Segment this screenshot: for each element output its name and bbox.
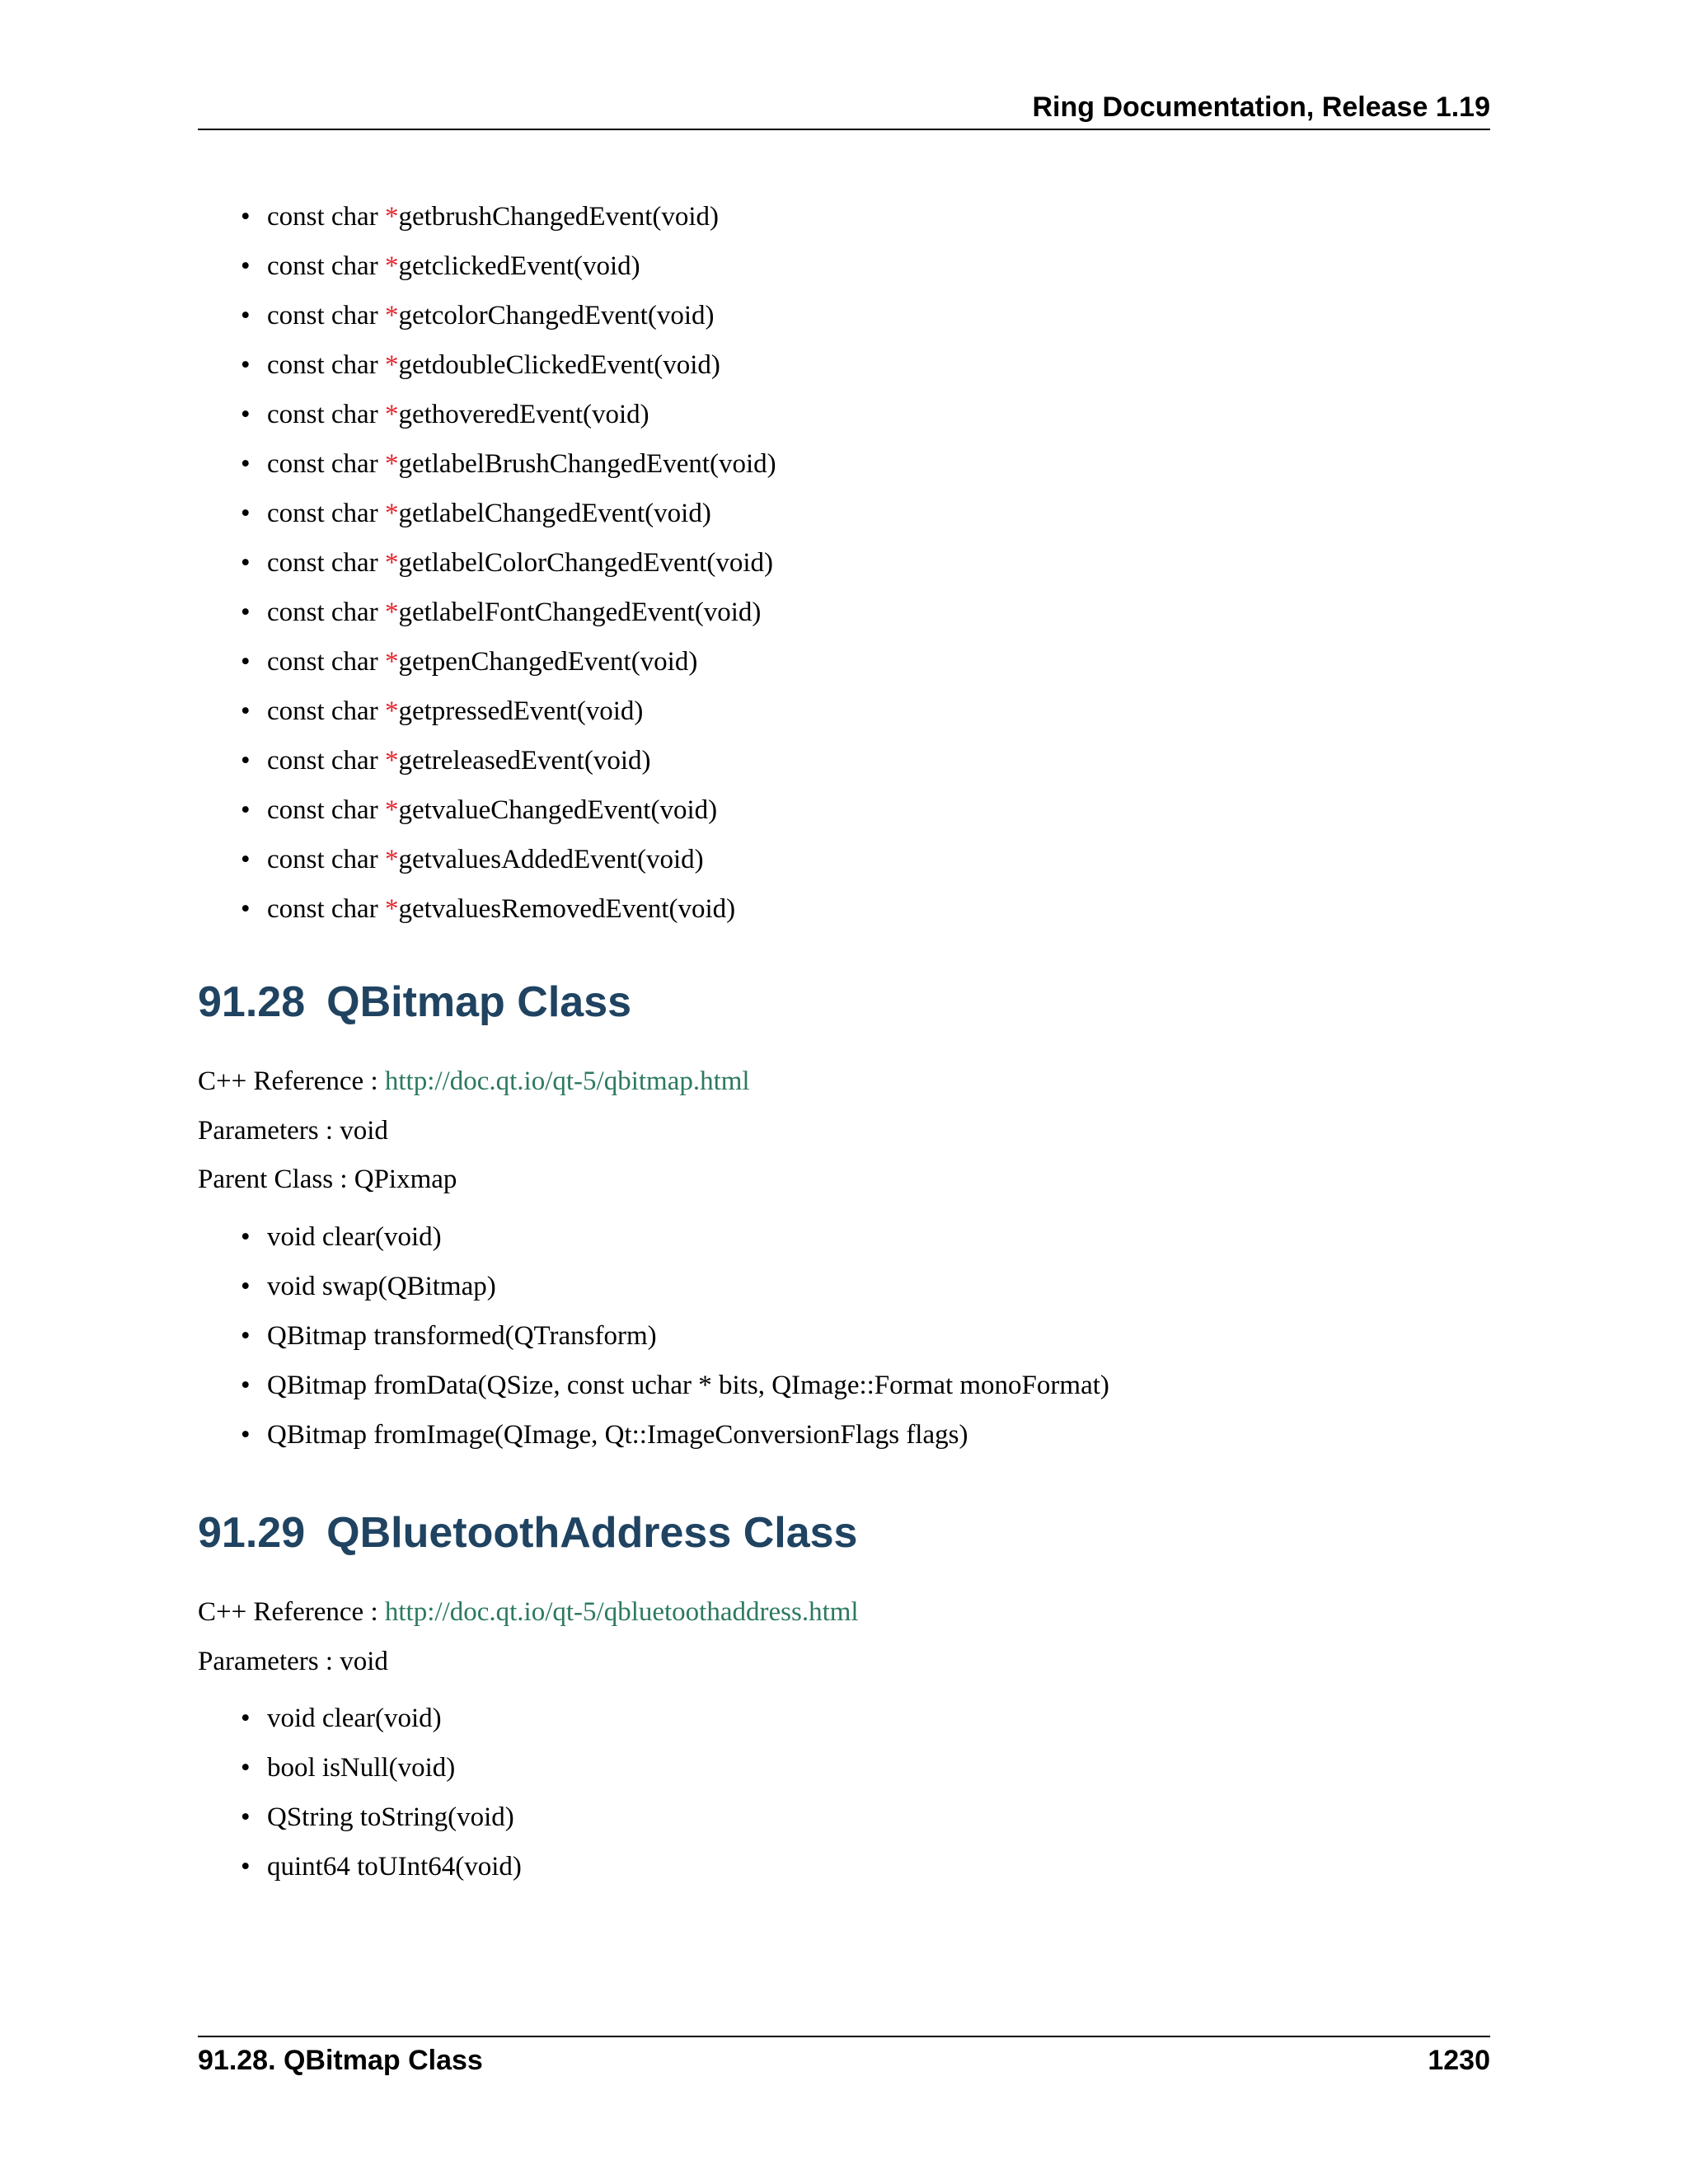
page-footer xyxy=(198,2036,1490,2087)
bullet: • xyxy=(241,251,251,281)
section-title-text: QBitmap Class xyxy=(326,978,632,1026)
method-signature: getlabelFontChangedEvent(void) xyxy=(398,598,762,627)
parent-class-qbitmap: Parent Class : QPixmap xyxy=(198,1165,457,1194)
list-item xyxy=(241,1417,1477,1466)
return-type: const char xyxy=(267,350,385,380)
bullet: • xyxy=(241,1704,251,1733)
return-type: const char xyxy=(267,301,385,330)
bullet: • xyxy=(241,1852,251,1882)
method-signature: getvaluesAddedEvent(void) xyxy=(398,845,704,874)
return-type: const char xyxy=(267,845,385,874)
return-type: const char xyxy=(267,548,385,578)
bullet: • xyxy=(241,1753,251,1783)
pointer-star: * xyxy=(384,894,399,924)
method-signature: QBitmap fromData(QSize, const uchar * bits, QImage::Format monoFormat) xyxy=(267,1371,1109,1400)
reference-label: C++ Reference : xyxy=(198,1597,385,1627)
pointer-star: * xyxy=(384,301,399,330)
section-heading-qbluetoothaddress xyxy=(198,1508,857,1558)
list-item xyxy=(241,594,1477,644)
method-signature: getdoubleClickedEvent(void) xyxy=(398,350,720,380)
bullet: • xyxy=(241,499,251,528)
bullet: • xyxy=(241,350,251,380)
pointer-star: * xyxy=(384,400,399,429)
list-item xyxy=(241,545,1477,594)
return-type: const char xyxy=(267,400,385,429)
pointer-star: * xyxy=(384,350,399,380)
list-item xyxy=(241,495,1477,545)
pointer-star: * xyxy=(384,598,399,627)
footer-section: 91.28. QBitmap Class xyxy=(198,2045,483,2076)
list-item xyxy=(241,1219,1477,1268)
method-signature: getvalueChangedEvent(void) xyxy=(398,795,718,825)
method-signature: void swap(QBitmap) xyxy=(267,1272,496,1301)
method-signature: getlabelChangedEvent(void) xyxy=(398,499,711,528)
pointer-star: * xyxy=(384,251,399,281)
section-title-text: QBluetoothAddress Class xyxy=(326,1509,858,1557)
return-type: const char xyxy=(267,499,385,528)
list-item xyxy=(241,1268,1477,1318)
bullet: • xyxy=(241,696,251,726)
bullet: • xyxy=(241,1371,251,1400)
method-signature: void clear(void) xyxy=(267,1704,442,1733)
bullet: • xyxy=(241,1321,251,1351)
method-signature: void clear(void) xyxy=(267,1222,442,1252)
list-item xyxy=(241,446,1477,495)
list-item xyxy=(241,1799,1477,1849)
pointer-star: * xyxy=(384,746,399,776)
bullet: • xyxy=(241,647,251,677)
method-signature: QBitmap fromImage(QImage, Qt::ImageConversionFlags flags) xyxy=(267,1420,968,1450)
bullet: • xyxy=(241,1802,251,1832)
section-number: 91.28 xyxy=(198,978,306,1026)
method-signature: getlabelColorChangedEvent(void) xyxy=(398,548,773,578)
method-signature: getbrushChangedEvent(void) xyxy=(398,202,720,232)
bullet: • xyxy=(241,598,251,627)
list-item xyxy=(241,891,1477,940)
return-type: const char xyxy=(267,696,385,726)
pointer-star: * xyxy=(384,845,399,874)
list-item xyxy=(241,841,1477,891)
qbluetoothaddress-method-list xyxy=(241,1700,1477,1898)
bullet: • xyxy=(241,845,251,874)
qbitmap-method-list xyxy=(241,1219,1477,1466)
list-item xyxy=(241,1849,1477,1898)
reference-link[interactable]: http://doc.qt.io/qt-5/qbitmap.html xyxy=(384,1066,750,1096)
pointer-star: * xyxy=(384,795,399,825)
return-type: const char xyxy=(267,746,385,776)
list-item xyxy=(241,693,1477,743)
list-item xyxy=(241,1367,1477,1417)
cpp-reference-qbluetoothaddress xyxy=(198,1596,859,1629)
event-method-list xyxy=(241,199,1477,940)
list-item xyxy=(241,298,1477,347)
pointer-star: * xyxy=(384,499,399,528)
list-item xyxy=(241,199,1477,248)
method-signature: getpenChangedEvent(void) xyxy=(398,647,698,677)
bullet: • xyxy=(241,202,251,232)
pointer-star: * xyxy=(384,449,399,479)
method-signature: getreleasedEvent(void) xyxy=(398,746,651,776)
return-type: const char xyxy=(267,449,385,479)
bullet: • xyxy=(241,746,251,776)
method-signature: getcolorChangedEvent(void) xyxy=(398,301,715,330)
method-signature: quint64 toUInt64(void) xyxy=(267,1852,522,1882)
return-type: const char xyxy=(267,598,385,627)
method-signature: getpressedEvent(void) xyxy=(398,696,644,726)
method-signature: QString toString(void) xyxy=(267,1802,514,1832)
list-item xyxy=(241,792,1477,841)
method-signature: QBitmap transformed(QTransform) xyxy=(267,1321,657,1351)
pointer-star: * xyxy=(384,548,399,578)
section-number: 91.29 xyxy=(198,1509,306,1557)
pointer-star: * xyxy=(384,202,399,232)
bullet: • xyxy=(241,894,251,924)
list-item xyxy=(241,743,1477,792)
return-type: const char xyxy=(267,202,385,232)
bullet: • xyxy=(241,795,251,825)
list-item xyxy=(241,396,1477,446)
section-heading-qbitmap xyxy=(198,977,631,1027)
bullet: • xyxy=(241,400,251,429)
return-type: const char xyxy=(267,894,385,924)
parameters-qbitmap: Parameters : void xyxy=(198,1116,388,1146)
reference-label: C++ Reference : xyxy=(198,1066,385,1096)
page-header xyxy=(198,89,1490,130)
reference-link[interactable]: http://doc.qt.io/qt-5/qbluetoothaddress.html xyxy=(384,1597,859,1627)
bullet: • xyxy=(241,449,251,479)
return-type: const char xyxy=(267,251,385,281)
method-signature: getclickedEvent(void) xyxy=(398,251,640,281)
parameters-qbluetoothaddress: Parameters : void xyxy=(198,1647,388,1676)
bullet: • xyxy=(241,1420,251,1450)
document-title: Ring Documentation, Release 1.19 xyxy=(1032,91,1490,123)
bullet: • xyxy=(241,301,251,330)
return-type: const char xyxy=(267,647,385,677)
method-signature: gethoveredEvent(void) xyxy=(398,400,649,429)
pointer-star: * xyxy=(384,647,399,677)
method-signature: bool isNull(void) xyxy=(267,1753,456,1783)
list-item xyxy=(241,1318,1477,1367)
return-type: const char xyxy=(267,795,385,825)
cpp-reference-qbitmap xyxy=(198,1065,750,1098)
method-signature: getvaluesRemovedEvent(void) xyxy=(398,894,736,924)
list-item xyxy=(241,1750,1477,1799)
list-item xyxy=(241,1700,1477,1750)
pointer-star: * xyxy=(384,696,399,726)
bullet: • xyxy=(241,1272,251,1301)
list-item xyxy=(241,644,1477,693)
page-number: 1230 xyxy=(1428,2045,1490,2076)
method-signature: getlabelBrushChangedEvent(void) xyxy=(398,449,776,479)
bullet: • xyxy=(241,1222,251,1252)
bullet: • xyxy=(241,548,251,578)
list-item xyxy=(241,248,1477,298)
list-item xyxy=(241,347,1477,396)
